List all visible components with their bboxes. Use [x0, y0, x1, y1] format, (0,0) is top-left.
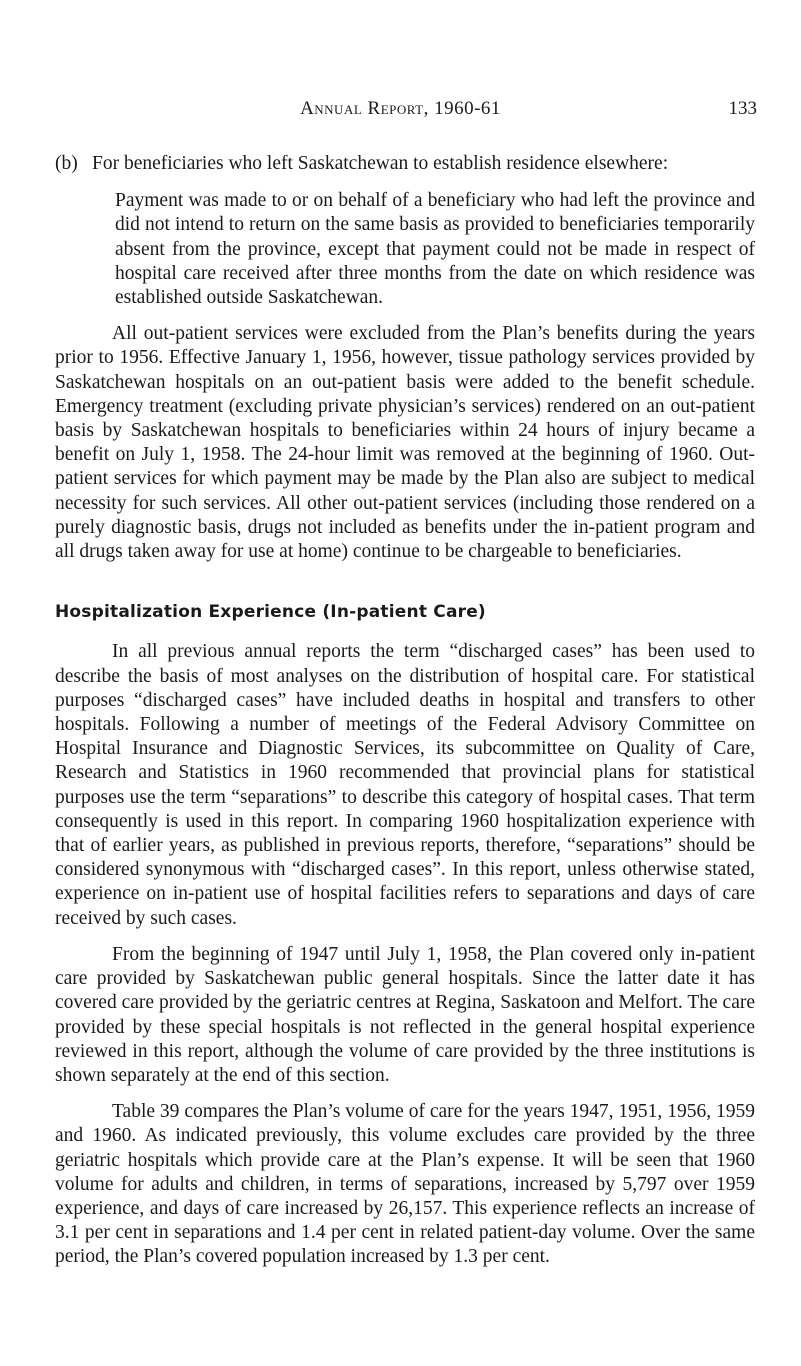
indented-paragraph: Payment was made to or on behalf of a beneficiary who had left the province and did not intend to return on the same basis as provided to beneficiaries temporarily absent from the province, except that payment could not be made in respect of hospital care received after three months from the date on which residence was established outside Saskatchewan.: [115, 190, 755, 309]
paragraph-table-39: Table 39 compares the Plan’s volume of care for the years 1947, 1951, 1956, 1959 and 1960. As indicated previously, this volume excludes care provided by the three geriatric hospitals which provide care at the Plan’s expense. It will be seen that 1960 volume for adults and children, in terms of separations, increased by 5,797 over 1959 experience, and days of care increased by 26,157. This experience reflects an increase of 3.1 per cent in separations and 1.4 per cent in related patient-day volume. Over the same period, the Plan’s covered population increased by 1.3 per cent.: [55, 1101, 755, 1268]
page-number: 133: [728, 98, 757, 119]
paragraph-coverage-history: From the beginning of 1947 until July 1, 1958, the Plan covered only in-patient care provided by Saskatchewan public general hospitals. Since the latter date it has covered care provided by the geriatric centres at Regina, Saskatoon and Melfort. The care provided by these special hospitals is not reflected in the general hospital experience reviewed in this report, although the volume of care provided by the three institutions is shown separately at the end of this section.: [55, 943, 755, 1086]
list-item-text: For beneficiaries who left Saskatchewan to establish residence elsewhere:: [92, 153, 669, 174]
paragraph-separations-term: In all previous annual reports the term “discharged cases” has been used to describe the basis of most analyses on the distribution of hospital care. For statistical purposes “discharged cases” have included deaths in hospital and transfers to other hospitals. Following a number of meetings of the Federal Advisory Committee on Hospital Insurance and Diagnostic Services, its subcommittee on Quality of Care, Research and Statistics in 1960 recommended that provincial plans for statistical purposes use the term “separations” to describe this category of hospital cases. That term consequently is used in this report. In comparing 1960 hospitalization experience with that of earlier years, as published in previous reports, therefore, “separations” should be considered synonymous with “discharged cases”. In this report, unless otherwise stated, experience on in-patient use of hospital facilities refers to separations and days of care received by such cases.: [55, 641, 755, 929]
list-item-b: [55, 152, 755, 176]
list-item-marker: (b): [55, 153, 78, 174]
paragraph-out-patient-services: All out-patient services were excluded from the Plan’s benefits during the years prior to 1956. Effective January 1, 1956, however, tissue pathology services provided by Saskatchewan hospitals on an out-patient basis were added to the benefit schedule. Emergency treatment (excluding private physician’s services) rendered on an out-patient basis by Saskatchewan hospitals to beneficiaries within 24 hours of injury became a benefit on July 1, 1958. The 24-hour limit was removed at the beginning of 1960. Out-patient services for which payment may be made by the Plan also are subject to medical necessity for such services. All other out-patient services (including those rendered on a purely diagnostic basis, drugs not included as benefits under the in-patient program and all drugs taken away for use at home) continue to be chargeable to beneficiaries.: [55, 323, 755, 563]
section-heading: Hospitalization Experience (In-patient Care): [55, 602, 486, 623]
running-title: Annual Report, 1960-61: [300, 98, 501, 119]
body-text: [55, 152, 755, 1282]
running-header: [0, 98, 801, 128]
